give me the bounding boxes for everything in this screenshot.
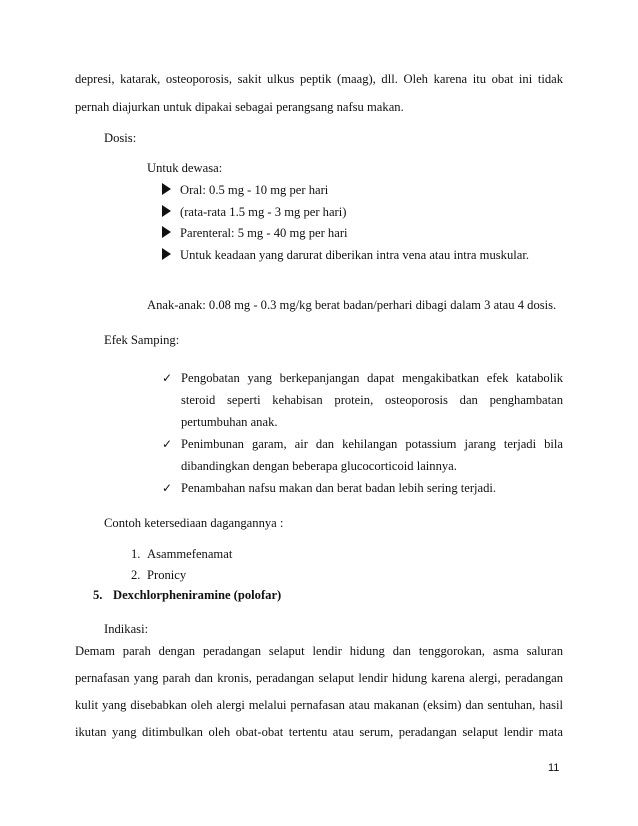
checkmark-icon: ✓ — [162, 437, 173, 451]
contoh-item: 1. Asammefenamat — [131, 547, 233, 561]
contoh-item: 2. Pronicy — [131, 568, 187, 582]
efek-item-1-line-1: ✓ Pengobatan yang berkepanjangan dapat mengakibatkan efek katabolik — [162, 371, 563, 385]
section-5-heading: 5. Dexchlorpheniramine (polofar) — [93, 588, 282, 602]
contoh-label: Contoh ketersediaan dagangannya : — [104, 516, 284, 530]
page-number: 11 — [548, 762, 560, 774]
dosis-adult-label: Untuk dewasa: — [147, 161, 223, 175]
efek-item-3-line-1: ✓ Penambahan nafsu makan dan berat badan lebih sering terjadi. — [162, 481, 497, 495]
efek-item-1-line-2: steroid seperti kehabisan protein, osteoporosis dan penghambatan — [181, 393, 563, 407]
efek-item-2-line-2: dibandingkan dengan beberapa glucocorticoid lainnya. — [181, 459, 457, 473]
arrow-bullet-icon — [162, 226, 171, 238]
checkmark-icon: ✓ — [162, 371, 173, 385]
dosis-adult-item: Parenteral: 5 mg - 40 mg per hari — [162, 225, 348, 241]
arrow-bullet-icon — [162, 205, 171, 217]
intro-line-2: pernah diajurkan untuk dipakai sebagai perangsang nafsu makan. — [75, 100, 404, 114]
efek-label: Efek Samping: — [104, 333, 180, 347]
arrow-bullet-icon — [162, 248, 171, 260]
efek-item-2-line-1: ✓ Penimbunan garam, air dan kehilangan potassium jarang terjadi bila — [162, 437, 563, 451]
arrow-bullet-icon — [162, 183, 171, 195]
dosis-label: Dosis: — [104, 131, 137, 145]
intro-line-1: depresi, katarak, osteoporosis, sakit ulkus peptik (maag), dll. Oleh karena itu obat ini tidak — [75, 72, 563, 86]
dosis-child: Anak-anak: 0.08 mg - 0.3 mg/kg berat badan/perhari dibagi dalam 3 atau 4 dosis. — [147, 298, 557, 312]
checkmark-icon: ✓ — [162, 481, 173, 495]
indikasi-label: Indikasi: — [104, 622, 149, 636]
dosis-adult-item: (rata-rata 1.5 mg - 3 mg per hari) — [162, 204, 346, 220]
indikasi-line-2: pernafasan yang parah dan kronis, peradangan selaput lendir hidung karena alergi, peradangan — [75, 671, 563, 685]
efek-item-1-line-3: pertumbuhan anak. — [181, 415, 278, 429]
dosis-adult-item: Oral: 0.5 mg - 10 mg per hari — [162, 182, 328, 198]
dosis-adult-item: Untuk keadaan yang darurat diberikan intra vena atau intra muskular. — [162, 247, 529, 263]
indikasi-line-3: kulit yang disebabkan oleh alergi melalui pernafasan atau makanan (eksim) dan sentuhan, hasil — [75, 698, 563, 712]
indikasi-line-4: ikutan yang ditimbulkan oleh obat-obat tertentu atau serum, peradangan selaput lendir mata — [75, 725, 563, 739]
indikasi-line-1: Demam parah dengan peradangan selaput lendir hidung dan tenggorokan, asma saluran — [75, 644, 563, 658]
